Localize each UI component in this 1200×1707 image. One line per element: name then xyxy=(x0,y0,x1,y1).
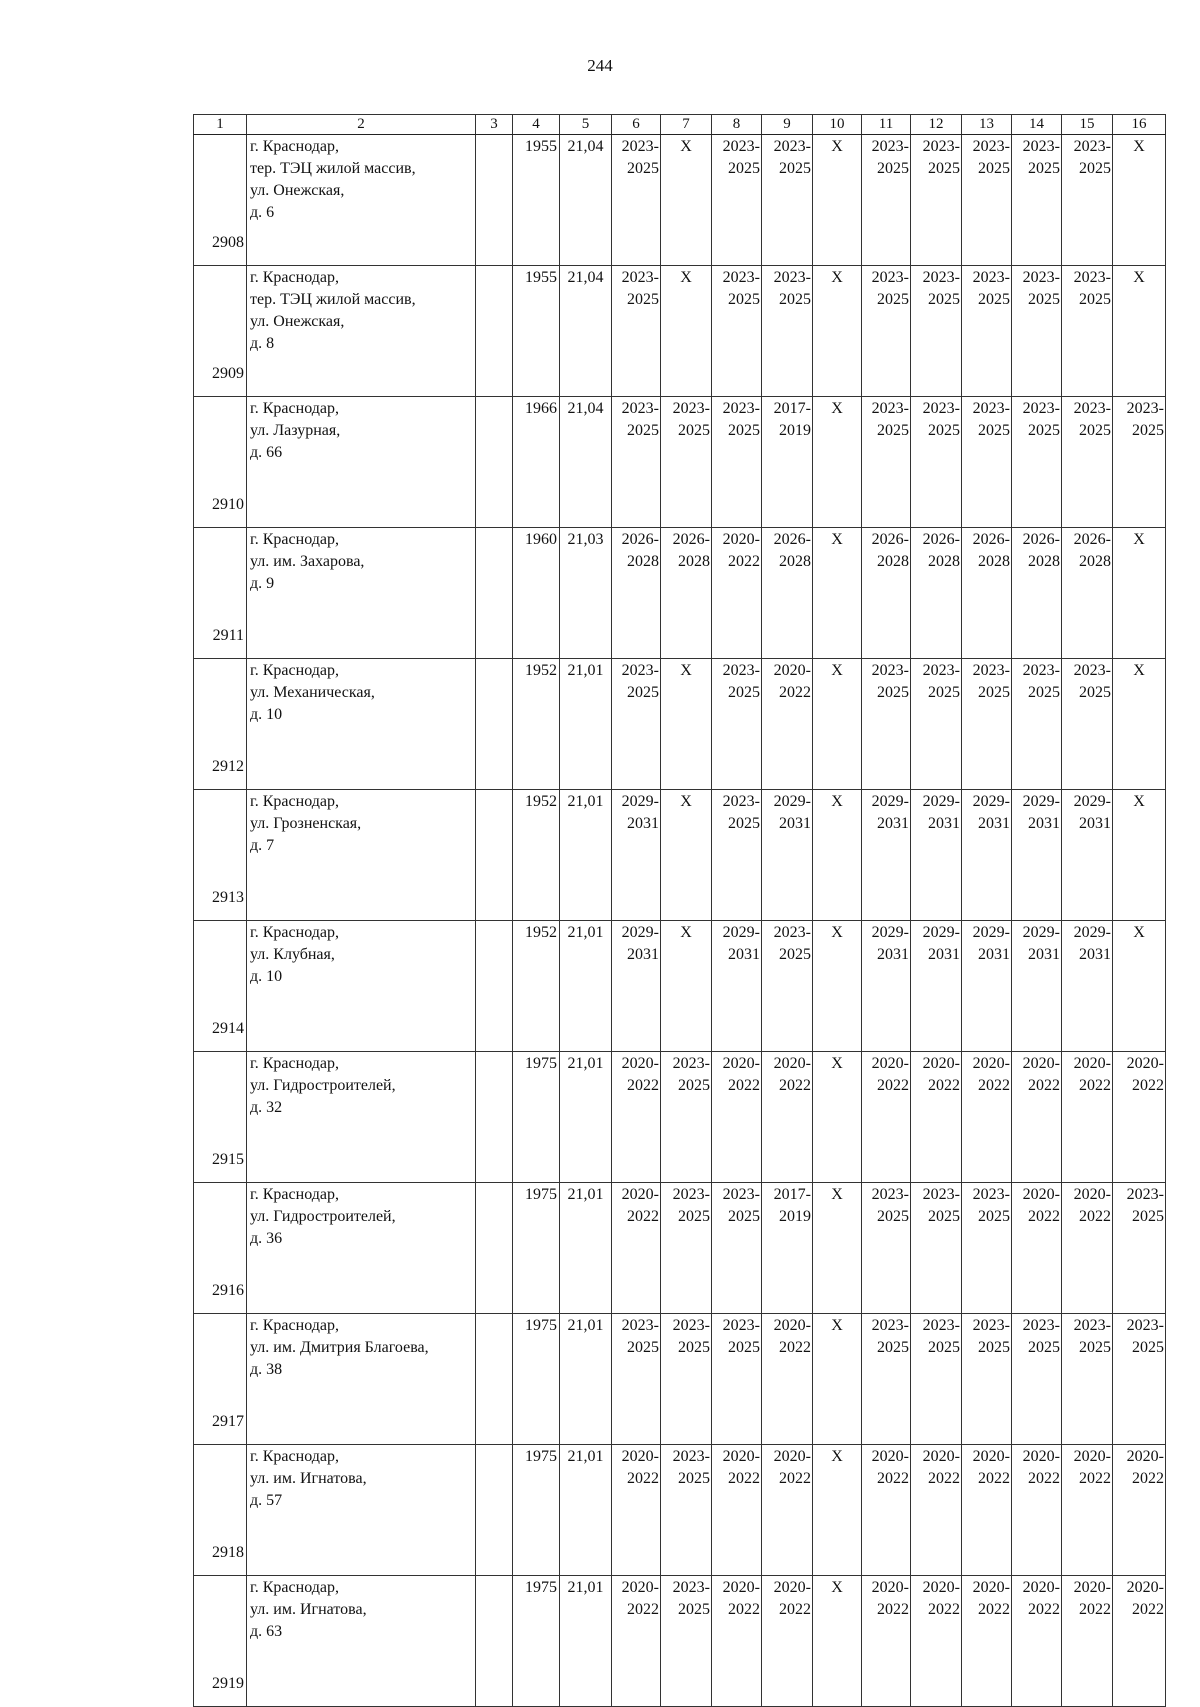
address-line: ул. Онежская, xyxy=(250,313,345,330)
period-cell-col-13: 2029- 2031 xyxy=(962,790,1012,921)
build-year-cell: 1966 xyxy=(513,397,560,528)
column-header-5: 5 xyxy=(560,115,612,135)
column-header-15: 15 xyxy=(1062,115,1113,135)
address-cell xyxy=(247,266,476,397)
period-cell-col-13: 2020- 2022 xyxy=(962,1576,1012,1707)
row-number: 2916 xyxy=(194,1183,247,1314)
period-cell-col-12: 2023- 2025 xyxy=(911,266,962,397)
housing-register-table xyxy=(193,114,1166,1707)
period-cell-col-8: 2020- 2022 xyxy=(712,1445,762,1576)
period-cell-col-12: 2023- 2025 xyxy=(911,397,962,528)
not-applicable-cell-col-16: X xyxy=(1113,528,1166,659)
column-header-7: 7 xyxy=(661,115,712,135)
not-applicable-cell-col-10: X xyxy=(813,1576,862,1707)
period-cell-col-7: 2023- 2025 xyxy=(661,1314,712,1445)
address-cell xyxy=(247,659,476,790)
period-cell-col-6: 2029- 2031 xyxy=(612,790,661,921)
period-cell-col-12: 2020- 2022 xyxy=(911,1576,962,1707)
period-cell-col-8: 2023- 2025 xyxy=(712,135,762,266)
period-cell-col-6: 2020- 2022 xyxy=(612,1052,661,1183)
build-year-cell: 1952 xyxy=(513,659,560,790)
period-cell-col-15: 2020- 2022 xyxy=(1062,1576,1113,1707)
period-cell-col-9: 2017- 2019 xyxy=(762,397,813,528)
period-cell-col-7: 2023- 2025 xyxy=(661,1183,712,1314)
address-line: ул. им. Дмитрия Благоева, xyxy=(250,1339,429,1356)
address-line: ул. Гидростроителей, xyxy=(250,1208,396,1225)
period-cell-col-9: 2020- 2022 xyxy=(762,1314,813,1445)
period-cell-col-16: 2023- 2025 xyxy=(1113,397,1166,528)
period-cell-col-6: 2020- 2022 xyxy=(612,1183,661,1314)
column-header-8: 8 xyxy=(712,115,762,135)
period-cell-col-15: 2029- 2031 xyxy=(1062,790,1113,921)
period-cell-col-13: 2020- 2022 xyxy=(962,1445,1012,1576)
period-cell-col-14: 2020- 2022 xyxy=(1012,1183,1062,1314)
address-line: г. Краснодар, xyxy=(250,269,339,286)
period-cell-col-9: 2020- 2022 xyxy=(762,659,813,790)
period-cell-col-8: 2023- 2025 xyxy=(712,1183,762,1314)
address-cell xyxy=(247,790,476,921)
period-cell-col-11: 2020- 2022 xyxy=(862,1052,911,1183)
period-cell-col-13: 2023- 2025 xyxy=(962,1314,1012,1445)
address-line: д. 32 xyxy=(250,1099,283,1116)
address-line: г. Краснодар, xyxy=(250,1579,339,1596)
address-cell xyxy=(247,1314,476,1445)
period-cell-col-9: 2020- 2022 xyxy=(762,1445,813,1576)
column-header-9: 9 xyxy=(762,115,813,135)
period-cell-col-16: 2023- 2025 xyxy=(1113,1183,1166,1314)
address-line: г. Краснодар, xyxy=(250,1186,339,1203)
period-cell-col-14: 2023- 2025 xyxy=(1012,397,1062,528)
address-line: г. Краснодар, xyxy=(250,793,339,810)
period-cell-col-16: 2023- 2025 xyxy=(1113,1314,1166,1445)
build-year-cell: 1975 xyxy=(513,1576,560,1707)
period-cell-col-6: 2023- 2025 xyxy=(612,135,661,266)
period-cell-col-12: 2023- 2025 xyxy=(911,135,962,266)
period-cell-col-11: 2023- 2025 xyxy=(862,397,911,528)
empty-cell-col-3 xyxy=(476,1314,513,1445)
build-year-cell: 1960 xyxy=(513,528,560,659)
row-number: 2908 xyxy=(194,135,247,266)
period-cell-col-15: 2020- 2022 xyxy=(1062,1183,1113,1314)
address-line: г. Краснодар, xyxy=(250,1055,339,1072)
period-cell-col-15: 2020- 2022 xyxy=(1062,1052,1113,1183)
period-cell-col-9: 2020- 2022 xyxy=(762,1576,813,1707)
build-year-cell: 1975 xyxy=(513,1183,560,1314)
empty-cell-col-3 xyxy=(476,921,513,1052)
address-line: ул. им. Игнатова, xyxy=(250,1601,367,1618)
address-line: д. 38 xyxy=(250,1361,283,1378)
row-number: 2912 xyxy=(194,659,247,790)
period-cell-col-15: 2023- 2025 xyxy=(1062,397,1113,528)
period-cell-col-8: 2023- 2025 xyxy=(712,659,762,790)
period-cell-col-14: 2023- 2025 xyxy=(1012,135,1062,266)
period-cell-col-8: 2023- 2025 xyxy=(712,397,762,528)
row-number: 2909 xyxy=(194,266,247,397)
table-row xyxy=(194,528,1166,659)
table-row xyxy=(194,790,1166,921)
period-cell-col-13: 2026- 2028 xyxy=(962,528,1012,659)
address-line: г. Краснодар, xyxy=(250,531,339,548)
address-line: ул. Грозненская, xyxy=(250,815,362,832)
column-header-6: 6 xyxy=(612,115,661,135)
period-cell-col-7: 2023- 2025 xyxy=(661,1576,712,1707)
build-year-cell: 1975 xyxy=(513,1314,560,1445)
empty-cell-col-3 xyxy=(476,528,513,659)
address-line: г. Краснодар, xyxy=(250,400,339,417)
period-cell-col-14: 2026- 2028 xyxy=(1012,528,1062,659)
period-cell-col-14: 2023- 2025 xyxy=(1012,659,1062,790)
value-cell: 21,04 xyxy=(560,135,612,266)
address-cell xyxy=(247,528,476,659)
row-number: 2913 xyxy=(194,790,247,921)
period-cell-col-14: 2020- 2022 xyxy=(1012,1445,1062,1576)
address-line: ул. Лазурная, xyxy=(250,422,341,439)
not-applicable-cell-col-10: X xyxy=(813,790,862,921)
not-applicable-cell-col-7: X xyxy=(661,659,712,790)
period-cell-col-14: 2020- 2022 xyxy=(1012,1052,1062,1183)
period-cell-col-8: 2020- 2022 xyxy=(712,1052,762,1183)
column-header-10: 10 xyxy=(813,115,862,135)
address-line: ул. Гидростроителей, xyxy=(250,1077,396,1094)
build-year-cell: 1975 xyxy=(513,1445,560,1576)
table-row xyxy=(194,1314,1166,1445)
period-cell-col-8: 2020- 2022 xyxy=(712,1576,762,1707)
not-applicable-cell-col-10: X xyxy=(813,397,862,528)
not-applicable-cell-col-16: X xyxy=(1113,266,1166,397)
period-cell-col-13: 2023- 2025 xyxy=(962,397,1012,528)
value-cell: 21,01 xyxy=(560,1052,612,1183)
address-line: д. 57 xyxy=(250,1492,283,1509)
build-year-cell: 1955 xyxy=(513,135,560,266)
address-line: ул. им. Захарова, xyxy=(250,553,365,570)
period-cell-col-13: 2023- 2025 xyxy=(962,659,1012,790)
not-applicable-cell-col-10: X xyxy=(813,1314,862,1445)
period-cell-col-8: 2023- 2025 xyxy=(712,266,762,397)
table-row xyxy=(194,135,1166,266)
period-cell-col-11: 2023- 2025 xyxy=(862,135,911,266)
column-header-4: 4 xyxy=(513,115,560,135)
empty-cell-col-3 xyxy=(476,135,513,266)
column-header-16: 16 xyxy=(1113,115,1166,135)
period-cell-col-14: 2023- 2025 xyxy=(1012,266,1062,397)
build-year-cell: 1955 xyxy=(513,266,560,397)
value-cell: 21,04 xyxy=(560,397,612,528)
row-number: 2919 xyxy=(194,1576,247,1707)
not-applicable-cell-col-7: X xyxy=(661,135,712,266)
column-header-2: 2 xyxy=(247,115,476,135)
column-header-1: 1 xyxy=(194,115,247,135)
value-cell: 21,03 xyxy=(560,528,612,659)
period-cell-col-15: 2026- 2028 xyxy=(1062,528,1113,659)
period-cell-col-12: 2029- 2031 xyxy=(911,790,962,921)
period-cell-col-12: 2023- 2025 xyxy=(911,1183,962,1314)
address-cell xyxy=(247,397,476,528)
address-line: д. 66 xyxy=(250,444,283,461)
period-cell-col-11: 2020- 2022 xyxy=(862,1576,911,1707)
period-cell-col-9: 2023- 2025 xyxy=(762,266,813,397)
empty-cell-col-3 xyxy=(476,1445,513,1576)
row-number: 2911 xyxy=(194,528,247,659)
row-number: 2917 xyxy=(194,1314,247,1445)
address-line: г. Краснодар, xyxy=(250,1317,339,1334)
column-header-13: 13 xyxy=(962,115,1012,135)
period-cell-col-7: 2023- 2025 xyxy=(661,397,712,528)
not-applicable-cell-col-10: X xyxy=(813,528,862,659)
period-cell-col-16: 2020- 2022 xyxy=(1113,1576,1166,1707)
empty-cell-col-3 xyxy=(476,659,513,790)
address-cell xyxy=(247,135,476,266)
build-year-cell: 1952 xyxy=(513,921,560,1052)
period-cell-col-14: 2029- 2031 xyxy=(1012,921,1062,1052)
period-cell-col-15: 2023- 2025 xyxy=(1062,266,1113,397)
not-applicable-cell-col-10: X xyxy=(813,1052,862,1183)
period-cell-col-9: 2017- 2019 xyxy=(762,1183,813,1314)
period-cell-col-9: 2026- 2028 xyxy=(762,528,813,659)
address-line: ул. Механическая, xyxy=(250,684,375,701)
period-cell-col-6: 2029- 2031 xyxy=(612,921,661,1052)
period-cell-col-6: 2020- 2022 xyxy=(612,1445,661,1576)
row-number: 2910 xyxy=(194,397,247,528)
address-line: ул. Онежская, xyxy=(250,182,345,199)
period-cell-col-11: 2023- 2025 xyxy=(862,659,911,790)
period-cell-col-12: 2026- 2028 xyxy=(911,528,962,659)
address-line: д. 8 xyxy=(250,335,275,352)
build-year-cell: 1975 xyxy=(513,1052,560,1183)
period-cell-col-15: 2023- 2025 xyxy=(1062,659,1113,790)
not-applicable-cell-col-10: X xyxy=(813,659,862,790)
address-cell xyxy=(247,1576,476,1707)
row-number: 2914 xyxy=(194,921,247,1052)
value-cell: 21,01 xyxy=(560,1576,612,1707)
table-row xyxy=(194,1445,1166,1576)
period-cell-col-11: 2029- 2031 xyxy=(862,921,911,1052)
period-cell-col-8: 2023- 2025 xyxy=(712,790,762,921)
not-applicable-cell-col-10: X xyxy=(813,1445,862,1576)
period-cell-col-16: 2020- 2022 xyxy=(1113,1445,1166,1576)
not-applicable-cell-col-7: X xyxy=(661,921,712,1052)
period-cell-col-8: 2029- 2031 xyxy=(712,921,762,1052)
value-cell: 21,01 xyxy=(560,790,612,921)
period-cell-col-9: 2029- 2031 xyxy=(762,790,813,921)
address-line: д. 6 xyxy=(250,204,275,221)
not-applicable-cell-col-16: X xyxy=(1113,921,1166,1052)
period-cell-col-7: 2026- 2028 xyxy=(661,528,712,659)
column-header-12: 12 xyxy=(911,115,962,135)
address-cell xyxy=(247,921,476,1052)
value-cell: 21,01 xyxy=(560,1183,612,1314)
not-applicable-cell-col-16: X xyxy=(1113,135,1166,266)
period-cell-col-6: 2023- 2025 xyxy=(612,266,661,397)
period-cell-col-12: 2020- 2022 xyxy=(911,1052,962,1183)
not-applicable-cell-col-10: X xyxy=(813,1183,862,1314)
address-line: тер. ТЭЦ жилой массив, xyxy=(250,291,416,308)
period-cell-col-15: 2020- 2022 xyxy=(1062,1445,1113,1576)
period-cell-col-11: 2023- 2025 xyxy=(862,1183,911,1314)
not-applicable-cell-col-16: X xyxy=(1113,659,1166,790)
period-cell-col-9: 2020- 2022 xyxy=(762,1052,813,1183)
table-row xyxy=(194,1576,1166,1707)
column-header-14: 14 xyxy=(1012,115,1062,135)
address-line: д. 10 xyxy=(250,706,283,723)
table-row xyxy=(194,397,1166,528)
empty-cell-col-3 xyxy=(476,397,513,528)
not-applicable-cell-col-10: X xyxy=(813,921,862,1052)
period-cell-col-8: 2023- 2025 xyxy=(712,1314,762,1445)
column-number-header xyxy=(194,115,1166,135)
period-cell-col-13: 2023- 2025 xyxy=(962,135,1012,266)
period-cell-col-16: 2020- 2022 xyxy=(1113,1052,1166,1183)
row-number: 2915 xyxy=(194,1052,247,1183)
period-cell-col-15: 2023- 2025 xyxy=(1062,135,1113,266)
period-cell-col-7: 2023- 2025 xyxy=(661,1052,712,1183)
period-cell-col-12: 2029- 2031 xyxy=(911,921,962,1052)
period-cell-col-15: 2023- 2025 xyxy=(1062,1314,1113,1445)
period-cell-col-15: 2029- 2031 xyxy=(1062,921,1113,1052)
value-cell: 21,04 xyxy=(560,266,612,397)
address-line: д. 7 xyxy=(250,837,275,854)
period-cell-col-12: 2023- 2025 xyxy=(911,659,962,790)
empty-cell-col-3 xyxy=(476,790,513,921)
period-cell-col-9: 2023- 2025 xyxy=(762,135,813,266)
table-row xyxy=(194,1052,1166,1183)
value-cell: 21,01 xyxy=(560,659,612,790)
table-row xyxy=(194,266,1166,397)
not-applicable-cell-col-10: X xyxy=(813,266,862,397)
address-line: д. 10 xyxy=(250,968,283,985)
row-number: 2918 xyxy=(194,1445,247,1576)
period-cell-col-9: 2023- 2025 xyxy=(762,921,813,1052)
address-line: ул. Клубная, xyxy=(250,946,335,963)
column-header-11: 11 xyxy=(862,115,911,135)
not-applicable-cell-col-7: X xyxy=(661,266,712,397)
address-line: г. Краснодар, xyxy=(250,138,339,155)
period-cell-col-7: 2023- 2025 xyxy=(661,1445,712,1576)
table-row xyxy=(194,1183,1166,1314)
empty-cell-col-3 xyxy=(476,1052,513,1183)
period-cell-col-13: 2029- 2031 xyxy=(962,921,1012,1052)
period-cell-col-11: 2029- 2031 xyxy=(862,790,911,921)
period-cell-col-6: 2023- 2025 xyxy=(612,397,661,528)
period-cell-col-12: 2020- 2022 xyxy=(911,1445,962,1576)
period-cell-col-14: 2020- 2022 xyxy=(1012,1576,1062,1707)
not-applicable-cell-col-10: X xyxy=(813,135,862,266)
value-cell: 21,01 xyxy=(560,921,612,1052)
address-line: г. Краснодар, xyxy=(250,924,339,941)
address-cell xyxy=(247,1052,476,1183)
period-cell-col-11: 2020- 2022 xyxy=(862,1445,911,1576)
period-cell-col-11: 2023- 2025 xyxy=(862,266,911,397)
table-row xyxy=(194,659,1166,790)
empty-cell-col-3 xyxy=(476,1183,513,1314)
table-row xyxy=(194,921,1166,1052)
period-cell-col-6: 2023- 2025 xyxy=(612,659,661,790)
period-cell-col-11: 2026- 2028 xyxy=(862,528,911,659)
value-cell: 21,01 xyxy=(560,1445,612,1576)
page-number: 244 xyxy=(587,56,613,75)
period-cell-col-12: 2023- 2025 xyxy=(911,1314,962,1445)
period-cell-col-8: 2020- 2022 xyxy=(712,528,762,659)
address-cell xyxy=(247,1183,476,1314)
period-cell-col-14: 2029- 2031 xyxy=(1012,790,1062,921)
empty-cell-col-3 xyxy=(476,1576,513,1707)
period-cell-col-6: 2023- 2025 xyxy=(612,1314,661,1445)
period-cell-col-14: 2023- 2025 xyxy=(1012,1314,1062,1445)
build-year-cell: 1952 xyxy=(513,790,560,921)
not-applicable-cell-col-7: X xyxy=(661,790,712,921)
column-header-3: 3 xyxy=(476,115,513,135)
address-cell xyxy=(247,1445,476,1576)
period-cell-col-13: 2020- 2022 xyxy=(962,1052,1012,1183)
not-applicable-cell-col-16: X xyxy=(1113,790,1166,921)
period-cell-col-11: 2023- 2025 xyxy=(862,1314,911,1445)
period-cell-col-6: 2026- 2028 xyxy=(612,528,661,659)
value-cell: 21,01 xyxy=(560,1314,612,1445)
period-cell-col-6: 2020- 2022 xyxy=(612,1576,661,1707)
address-line: д. 36 xyxy=(250,1230,283,1247)
period-cell-col-13: 2023- 2025 xyxy=(962,266,1012,397)
address-line: ул. им. Игнатова, xyxy=(250,1470,367,1487)
empty-cell-col-3 xyxy=(476,266,513,397)
address-line: д. 63 xyxy=(250,1623,283,1640)
address-line: г. Краснодар, xyxy=(250,1448,339,1465)
period-cell-col-13: 2023- 2025 xyxy=(962,1183,1012,1314)
address-line: д. 9 xyxy=(250,575,275,592)
address-line: тер. ТЭЦ жилой массив, xyxy=(250,160,416,177)
address-line: г. Краснодар, xyxy=(250,662,339,679)
